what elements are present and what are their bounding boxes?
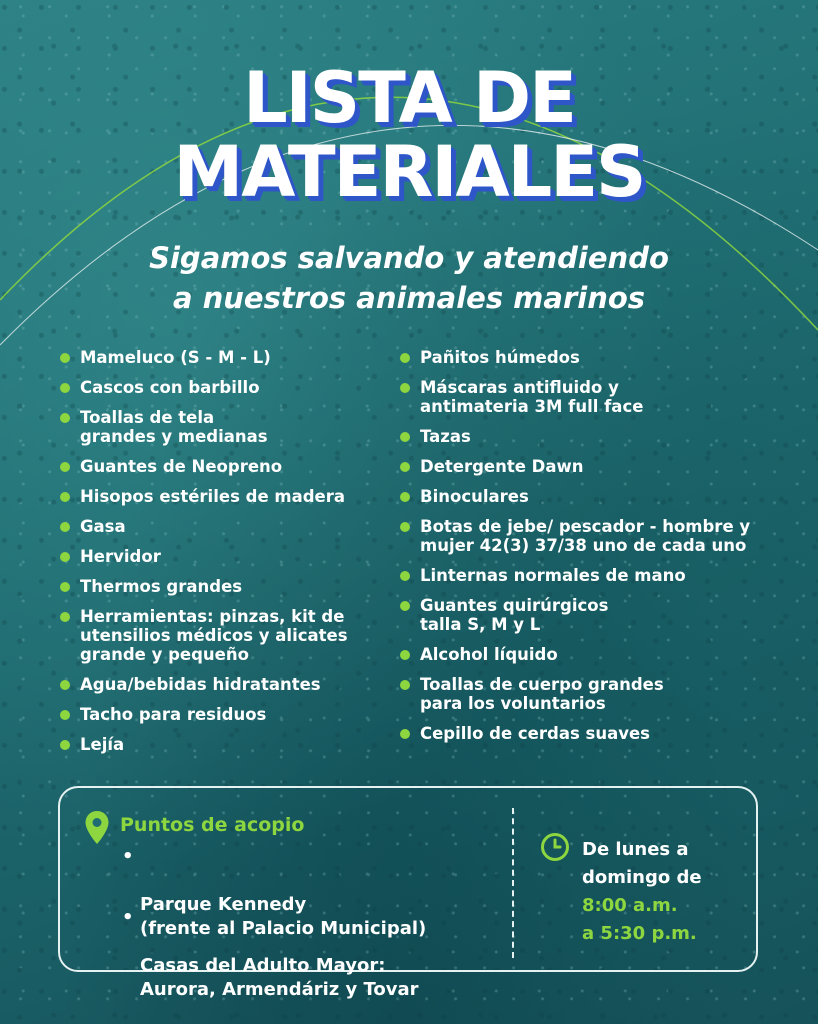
bullet-dot — [400, 383, 410, 393]
material-item — [58, 348, 388, 367]
bullet-dot — [60, 413, 70, 423]
materials-list-left — [58, 348, 388, 765]
material-label: Pañitos húmedos — [420, 348, 580, 367]
page-title-line-1: LISTA DE — [243, 57, 575, 139]
schedule-line-2: domingo de — [582, 867, 702, 888]
material-label: Gasa — [80, 517, 126, 536]
material-label: Herramientas: pinzas, kit de utensilios médicos y alicates grande y pequeño — [80, 607, 348, 664]
material-item — [58, 735, 388, 754]
material-item — [398, 517, 798, 555]
material-item — [398, 348, 798, 367]
material-item — [58, 705, 388, 724]
material-item — [398, 487, 798, 506]
clock-icon — [540, 832, 570, 862]
material-item — [58, 675, 388, 694]
schedule-line-1: De lunes a — [582, 839, 689, 860]
bullet-dot — [400, 492, 410, 502]
bullet-dot — [60, 740, 70, 750]
bullet-dot — [60, 680, 70, 690]
material-item — [398, 378, 798, 416]
schedule-end-time: a 5:30 p.m. — [582, 923, 697, 944]
material-item — [58, 487, 388, 506]
location-text: Parque Kennedy (frente al Palacio Municipal) — [140, 894, 427, 939]
material-label: Lejía — [80, 735, 125, 754]
materials-list-right — [398, 348, 798, 754]
dashed-divider — [512, 808, 514, 958]
material-label: Guantes quirúrgicos talla S, M y L — [420, 596, 609, 634]
material-label: Tacho para residuos — [80, 705, 267, 724]
collection-points-box — [58, 786, 758, 1000]
bullet-dot — [400, 571, 410, 581]
material-label: Hisopos estériles de madera — [80, 487, 345, 506]
bullet-dot — [400, 601, 410, 611]
map-pin-icon — [84, 810, 110, 846]
material-label: Detergente Dawn — [420, 457, 584, 476]
location-text: Casas del Adulto Mayor: Aurora, Armendáriz y Tovar — [140, 955, 419, 1000]
material-label: Thermos grandes — [80, 577, 243, 596]
material-label: Cascos con barbillo — [80, 378, 260, 397]
bullet-dot — [400, 729, 410, 739]
material-item — [398, 457, 798, 476]
bullet-dot — [60, 492, 70, 502]
material-label: Tazas — [420, 427, 471, 446]
material-label: Mameluco (S - M - L) — [80, 348, 271, 367]
material-label: Linternas normales de mano — [420, 566, 686, 585]
bullet-dot — [400, 650, 410, 660]
material-item — [58, 577, 388, 596]
material-label: Binoculares — [420, 487, 529, 506]
material-item — [398, 675, 798, 713]
bullet-dot — [60, 462, 70, 472]
material-label: Toallas de tela grandes y medianas — [80, 408, 268, 446]
bullet-dot — [400, 680, 410, 690]
material-label: Agua/bebidas hidratantes — [80, 675, 321, 694]
material-label: Toallas de cuerpo grandes para los voluntarios — [420, 675, 664, 713]
bullet-dot — [60, 552, 70, 562]
material-label: Máscaras antifluido y antimateria 3M full face — [420, 378, 644, 416]
material-item — [398, 724, 798, 743]
bullet-dot — [60, 612, 70, 622]
material-label: Hervidor — [80, 547, 161, 566]
subtitle — [0, 238, 818, 318]
schedule-start-time: 8:00 a.m. — [582, 895, 678, 916]
bullet-dot — [400, 432, 410, 442]
material-item — [58, 378, 388, 397]
bullet-dot — [60, 353, 70, 363]
material-item — [58, 517, 388, 536]
material-label: Cepillo de cerdas suaves — [420, 724, 650, 743]
material-item — [58, 408, 388, 446]
material-label: Alcohol líquido — [420, 645, 558, 664]
bullet-dot — [60, 710, 70, 720]
subtitle-line-2: a nuestros animales marinos — [172, 281, 646, 315]
material-item — [398, 427, 798, 446]
subtitle-line-1: Sigamos salvando y atendiendo — [149, 241, 669, 275]
bullet-dot — [400, 462, 410, 472]
material-label: Guantes de Neopreno — [80, 457, 283, 476]
material-item — [58, 547, 388, 566]
bullet-dot — [60, 582, 70, 592]
material-item — [58, 457, 388, 476]
page-title-line-2: MATERIALES — [173, 131, 645, 213]
material-item — [398, 596, 798, 634]
collection-location-2 — [120, 906, 419, 1002]
material-item — [398, 645, 798, 664]
bullet-dot — [60, 522, 70, 532]
bullet-dot — [60, 383, 70, 393]
location-bullet: • — [122, 846, 134, 867]
bullet-dot — [400, 353, 410, 363]
schedule — [582, 836, 702, 948]
location-bullet: • — [122, 907, 134, 928]
material-item — [58, 607, 388, 664]
collection-points-title: Puntos de acopio — [120, 814, 305, 836]
bullet-dot — [400, 522, 410, 532]
material-label: Botas de jebe/ pescador - hombre y mujer 42(3) 37/38 uno de cada uno — [420, 517, 751, 555]
material-item — [398, 566, 798, 585]
